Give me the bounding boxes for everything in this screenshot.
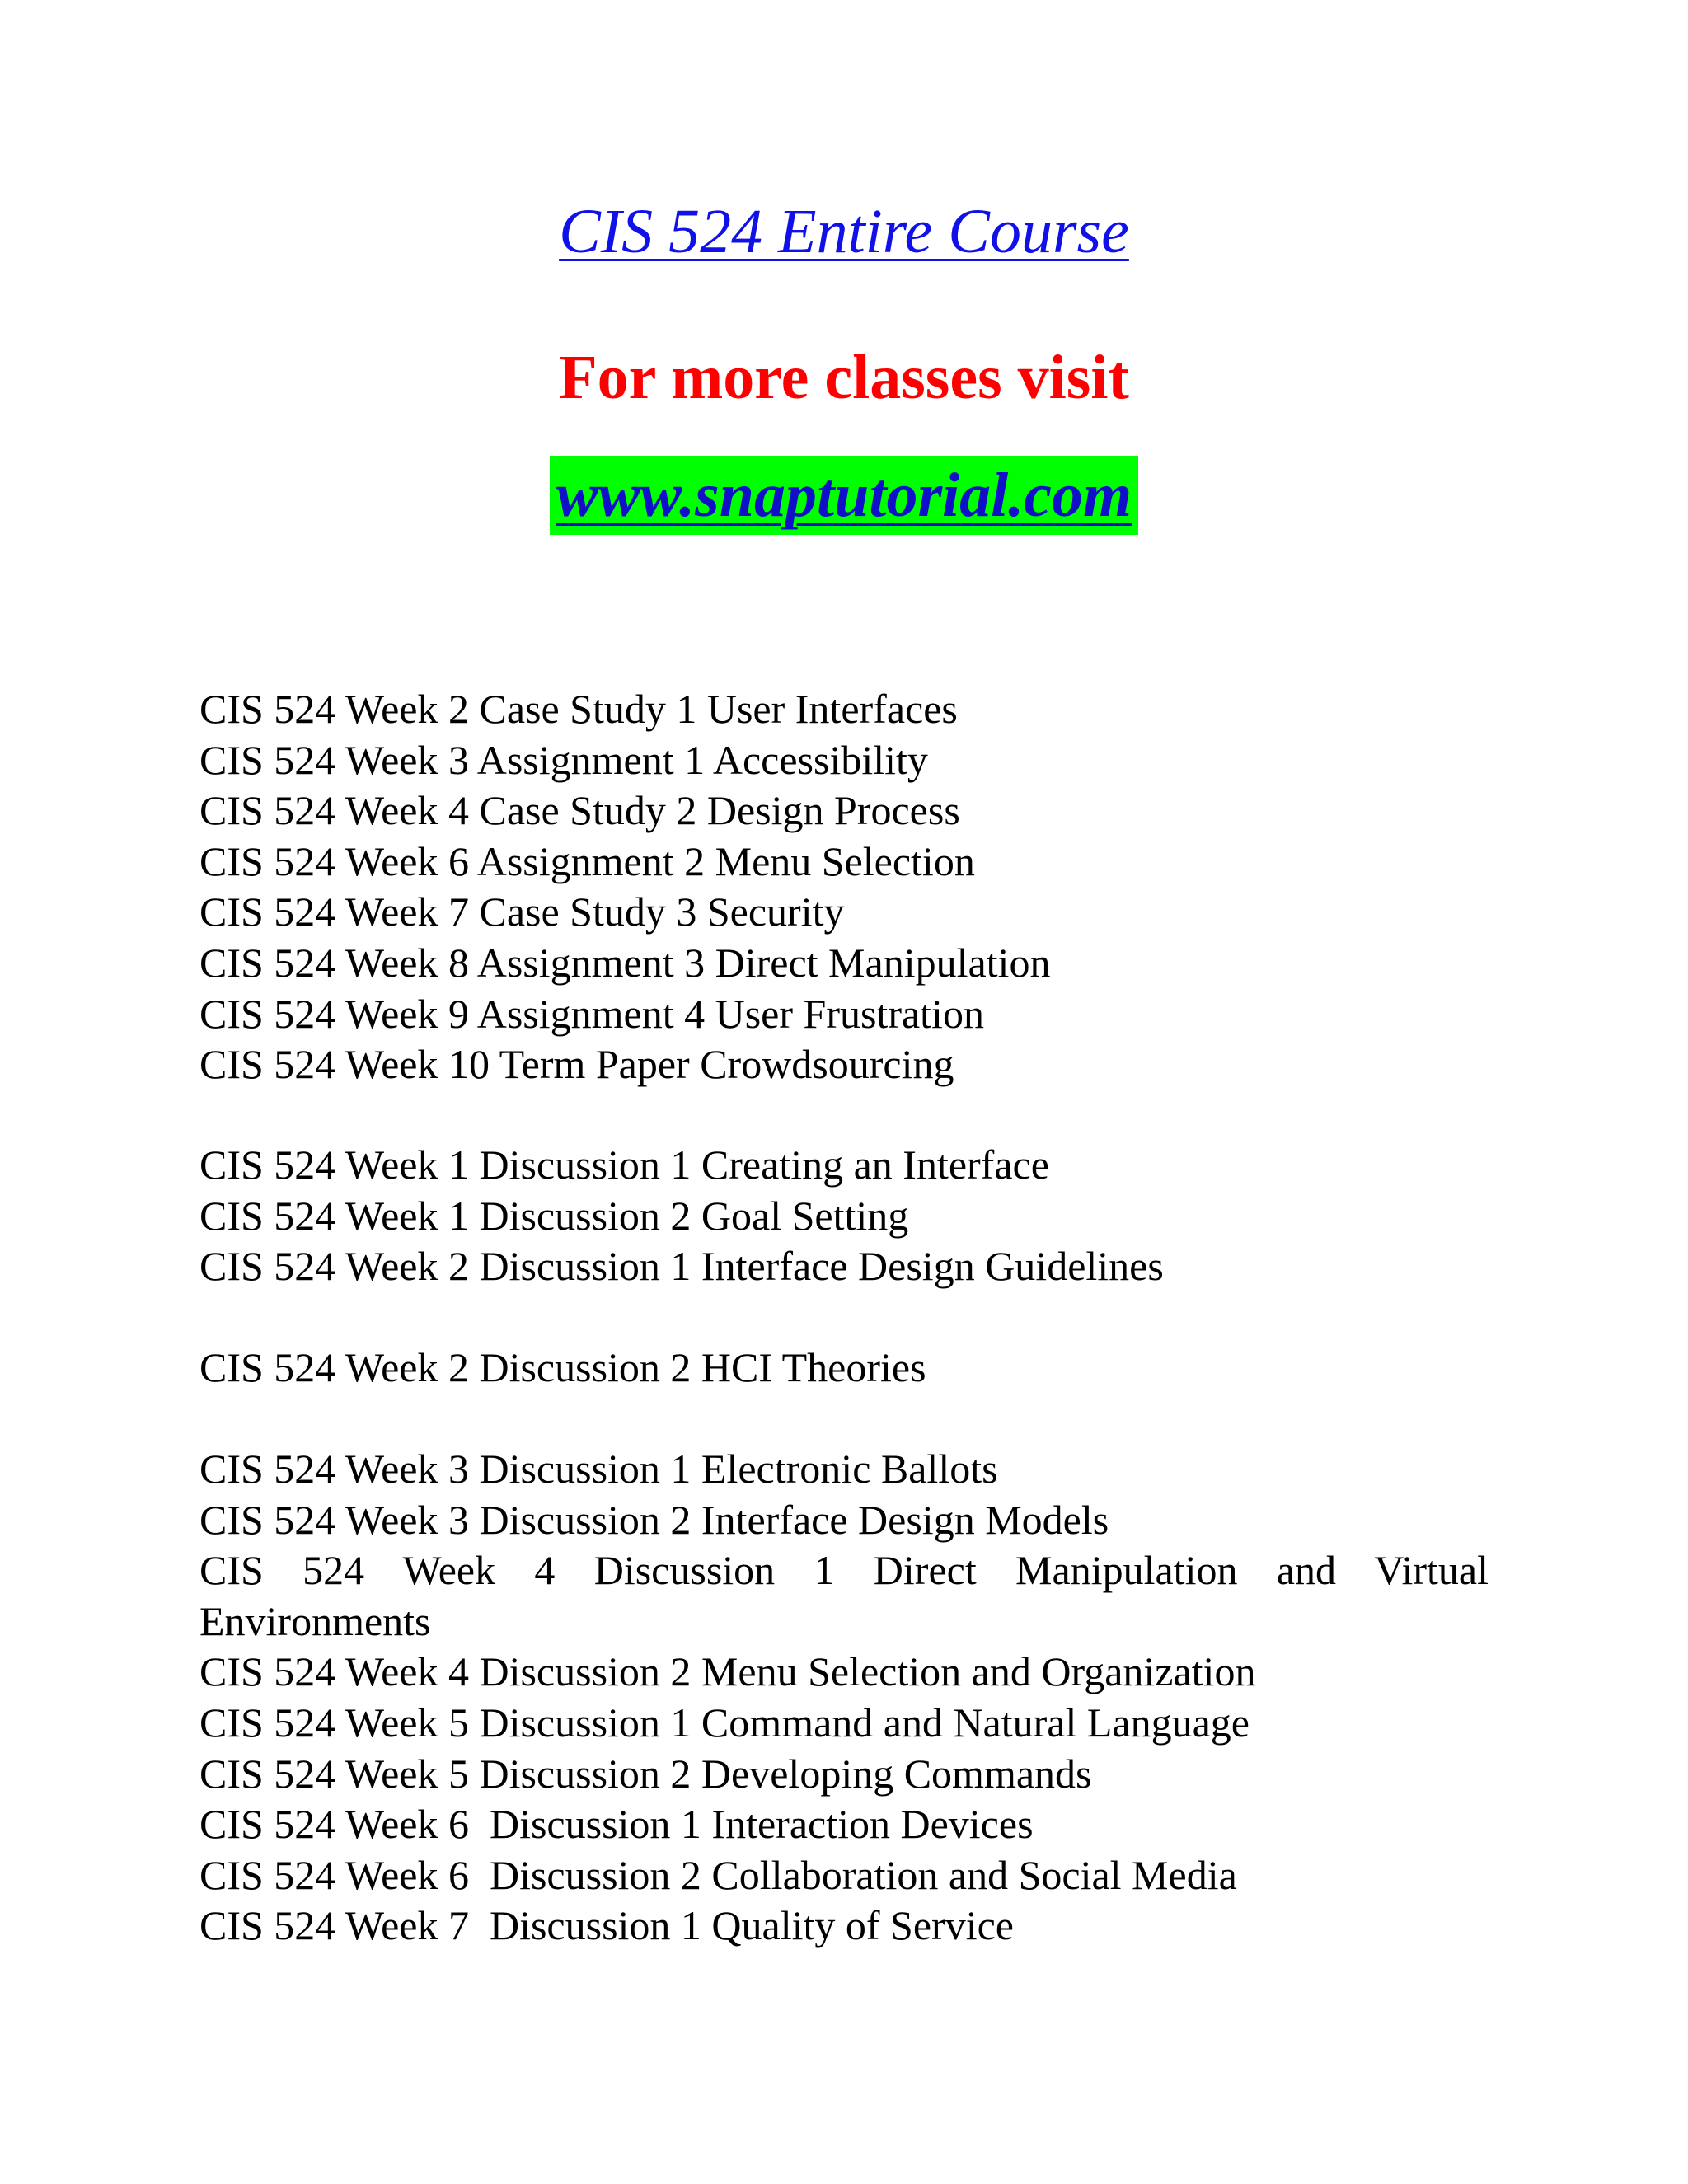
list-item: CIS 524 Week 6 Discussion 2 Collaboration and Social Media — [199, 1851, 1237, 1898]
list-item: CIS 524 Week 2 Case Study 1 User Interfaces — [199, 686, 958, 732]
list-item: CIS 524 Week 3 Discussion 2 Interface Design Models — [199, 1496, 1109, 1543]
list-item: CIS 524 Week 3 Discussion 1 Electronic Ballots — [199, 1446, 998, 1492]
list-item: CIS 524 Week 7 Discussion 1 Quality of Service — [199, 1902, 1014, 1949]
list-item: CIS 524 Week 10 Term Paper Crowdsourcing — [199, 1041, 954, 1088]
promo-row — [0, 342, 1688, 414]
list-item: CIS 524 Week 4 Case Study 2 Design Process — [199, 787, 960, 834]
list-item: CIS 524 Week 1 Discussion 2 Goal Setting — [199, 1192, 909, 1239]
list-item-line-2: Environments — [199, 1597, 431, 1644]
list-item: CIS 524 Week 1 Discussion 1 Creating an Interface — [199, 1141, 1049, 1188]
list-item: CIS 524 Week 4 Discussion 2 Menu Selection and Organization — [199, 1648, 1256, 1695]
list-item: CIS 524 Week 3 Assignment 1 Accessibility — [199, 736, 928, 783]
discussions-list-c — [199, 1444, 1489, 1952]
discussions-list-a — [199, 1140, 1489, 1292]
list-item: CIS 524 Week 9 Assignment 4 User Frustration — [199, 990, 984, 1037]
list-item: CIS 524 Week 7 Case Study 3 Security — [199, 888, 845, 935]
site-link-row — [0, 456, 1688, 535]
assignments-list — [199, 684, 1489, 1090]
list-item-wrapped — [199, 1545, 1489, 1647]
list-item: CIS 524 Week 6 Assignment 2 Menu Selection — [199, 837, 975, 884]
list-item-line-1: CIS 524 Week 4 Discussion 1 Direct Manipulation and Virtual — [199, 1547, 1489, 1594]
promo-text: For more classes visit — [559, 343, 1129, 412]
list-item: CIS 524 Week 8 Assignment 3 Direct Manipulation — [199, 939, 1051, 986]
course-title-row — [0, 196, 1688, 268]
list-item: CIS 524 Week 5 Discussion 1 Command and Natural Language — [199, 1699, 1250, 1746]
course-title-link[interactable]: CIS 524 Entire Course — [559, 197, 1129, 266]
list-item: CIS 524 Week 6 Discussion 1 Interaction Devices — [199, 1801, 1034, 1848]
discussions-list-b — [199, 1343, 1489, 1394]
list-item: CIS 524 Week 2 Discussion 1 Interface Design Guidelines — [199, 1243, 1164, 1290]
site-link[interactable]: www.snaptutorial.com — [550, 456, 1138, 535]
list-item: CIS 524 Week 5 Discussion 2 Developing Commands — [199, 1750, 1092, 1797]
list-item: CIS 524 Week 2 Discussion 2 HCI Theories — [199, 1344, 926, 1390]
